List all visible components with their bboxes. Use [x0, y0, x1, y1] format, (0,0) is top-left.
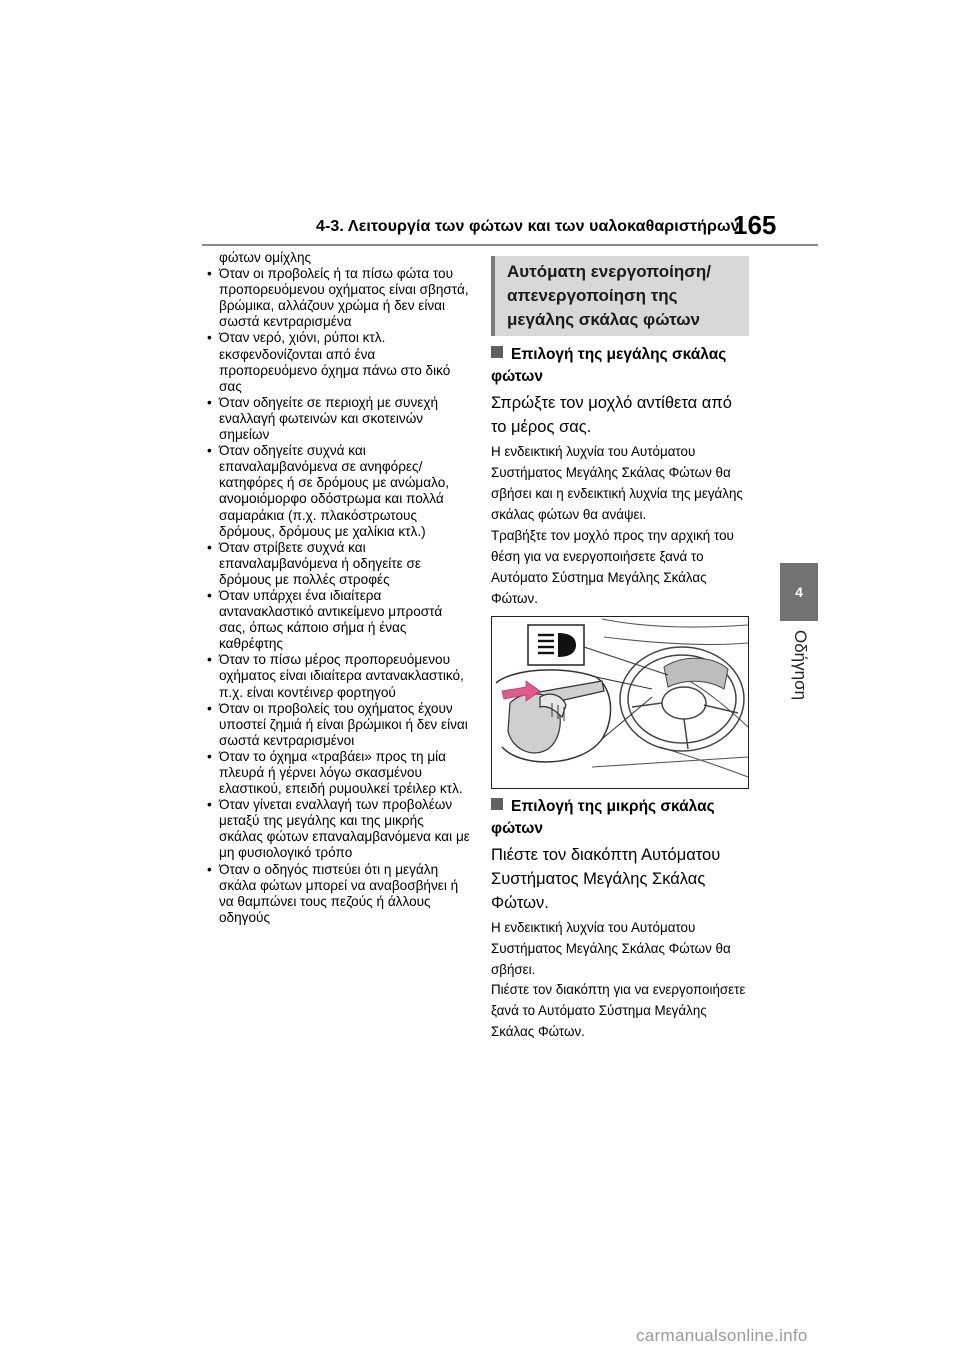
list-item: • Όταν το όχημα «τραβάει» προς τη μία πλευρά ή γέρνει λόγω σκασμένου ελαστικού, επειδή ρυμουλκεί τρέιλερ κτλ. [205, 749, 470, 797]
watermark: carmanualsonline.info [636, 1326, 808, 1345]
page-number: 165 [733, 210, 777, 240]
list-item: • Όταν οδηγείτε συχνά και επαναλαμβανόμενα σε ανηφόρες/κατηφόρες ή σε δρόμους με ανώμαλο, ανομοιόμορφο οδόστρωμα και πολλά σαμαράκια (π.χ. πλακόστρωτους δρόμους, δρόμους με χαλίκια κτλ.) [205, 443, 470, 540]
left-column [205, 250, 470, 926]
chapter-label: Οδήγηση [791, 630, 810, 701]
list-item: • Όταν οδηγείτε σε περιοχή με συνεχή εναλλαγή φωτεινών και σκοτεινών σημείων [205, 395, 470, 443]
low-beam-note-1: Η ενδεικτική λυχνία του Αυτόματου Συστήματος Μεγάλης Σκάλας Φώτων θα σβήσει. [491, 920, 731, 977]
list-item: • Όταν υπάρχει ένα ιδιαίτερα αντανακλαστικό αντικείμενο μπροστά σας, όπως κάποιο σήμα ή ένας καθρέφτης [205, 588, 470, 652]
chapter-number: 4 [795, 584, 803, 600]
high-beam-note-1: Η ενδεικτική λυχνία του Αυτόματου Συστήματος Μεγάλης Σκάλας Φώτων θα σβήσει και η ενδεικτική λυχνία της μεγάλης σκάλας φώτων θα ανάψει. [491, 444, 743, 522]
low-beam-note-2: Πιέστε τον διακόπτη για να ενεργοποιήσετε ξανά το Αυτόματο Σύστημα Μεγάλης Σκάλας Φώτων. [491, 982, 746, 1039]
section-title: Αυτόματη ενεργοποίηση/απενεργοποίηση της μεγάλης σκάλας φώτων [507, 262, 711, 329]
continued-text: φώτων ομίχλης [219, 250, 312, 265]
low-beam-heading [491, 796, 751, 840]
list-item: • Όταν οι προβολείς του οχήματος έχουν υποστεί ζημιά ή είναι βρώμικοι ή δεν είναι σωστά κεντραρισμένοι [205, 701, 470, 749]
high-beam-instruction: Σπρώξτε τον μοχλό αντίθετα από το μέρος σας. [491, 394, 732, 436]
list-item: • Όταν το πίσω μέρος προπορευόμενου οχήματος είναι ιδιαίτερα αντανακλαστικό, π.χ. είναι κοντέινερ φορτηγού [205, 652, 470, 700]
list-item: • Όταν στρίβετε συχνά και επαναλαμβανόμενα ή οδηγείτε σε δρόμους με πολλές στροφές [205, 540, 470, 588]
list-item: • Όταν οι προβολείς ή τα πίσω φώτα του προπορευόμενου οχήματος είναι σβηστά, βρώμικα, αλλάζουν χρώμα ή δεν είναι σωστά κεντραρισμένα [205, 266, 470, 330]
conditions-list [205, 266, 470, 926]
list-item: • Όταν ο οδηγός πιστεύει ότι η μεγάλη σκάλα φώτων μπορεί να αναβοσβήνει ή να θαμπώνει τους πεζούς ή άλλους οδηγούς [205, 862, 470, 926]
low-beam-instruction: Πιέστε τον διακόπτη Αυτόματου Συστήματος Μεγάλης Σκάλας Φώτων. [491, 846, 721, 912]
high-beam-note-2: Τραβήξτε τον μοχλό προς την αρχική του θέση για να ενεργοποιήσετε ξανά το Αυτόματο Σύστημα Μεγάλης Σκάλας Φώτων. [491, 528, 734, 606]
chapter-tab [780, 563, 818, 621]
high-beam-heading-text: Επιλογή της μεγάλης σκάλας φώτων [491, 346, 727, 385]
square-bullet-icon [491, 798, 503, 810]
list-item: • Όταν γίνεται εναλλαγή των προβολέων μεταξύ της μεγάλης και της μικρής σκάλας φώτων επαναλαμβανόμενα και με μη φυσιολογικό τρόπο [205, 797, 470, 861]
running-header-title: 4-3. Λειτουργία των φώτων και των υαλοκαθαριστήρων [316, 218, 740, 235]
high-beam-heading [491, 344, 751, 388]
list-item: • Όταν νερό, χιόνι, ρύποι κτλ. εκσφενδονίζονται από ένα προπορευόμενο όχημα πάνω στο δικό σας [205, 330, 470, 394]
low-beam-heading-text: Επιλογή της μικρής σκάλας φώτων [491, 798, 715, 837]
lever-illustration [491, 616, 749, 789]
section-header-box [491, 256, 749, 336]
square-bullet-icon [491, 346, 503, 358]
header-rule [202, 244, 818, 246]
